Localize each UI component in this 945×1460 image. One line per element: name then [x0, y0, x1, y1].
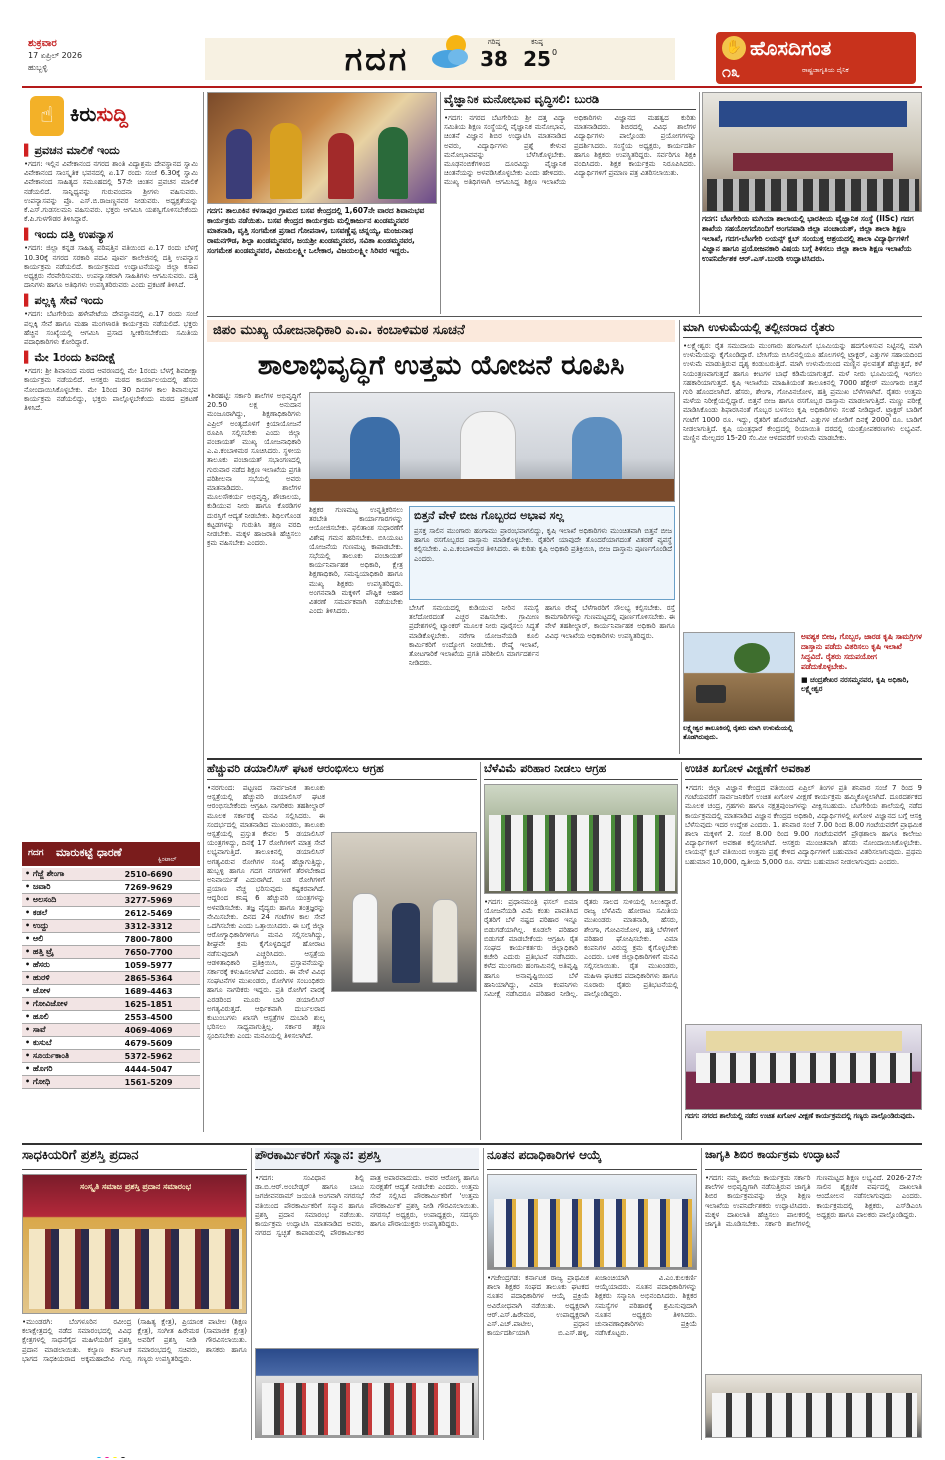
market-row [22, 1024, 200, 1037]
market-price: 7650-7700 [122, 946, 200, 959]
masthead [0, 0, 945, 90]
market-row [22, 998, 200, 1011]
column-divider [203, 92, 204, 1132]
brief-title: ▌ ಮೇ 1ರಂದು ಶಿವದೀಕ್ಷೆ [24, 351, 198, 365]
story-body-a: •ನರಗುಂದ: ಪಟ್ಟಣದ ಸಾರ್ವಜನಿಕ ತಾಲೂಕು ಆಸ್ಪತ್ರೆಯಲ್ಲಿ ಹೆಚ್ಚುವರಿ ಡಯಾಲಿಸಿಸ್ ಘಟಕ ಆರಂಭಿಸಬೇಕೆಂದು ಆಗ್ರಹಿಸಿ ನಾಗರಿಕರು ತಹಶೀಲ್ದಾರ್ ಮೂಲಕ ಸರ್ಕಾರಕ್ಕೆ ಮನವಿ ಸಲ್ಲಿಸಿದರು. ಈ ಸಂದರ್ಭದಲ್ಲಿ ಮಾತನಾಡಿದ ಮುಖಂಡರು, ತಾಲೂಕು ಆಸ್ಪತ್ರೆಯಲ್ಲಿ ಪ್ರಸ್ತುತ ಕೇವಲ 5 ಡಯಾಲಿಸಿಸ್ ಯಂತ್ರಗಳಿದ್ದು, ದಿನಕ್ಕೆ 17 ರೋಗಿಗಳಿಗೆ ಮಾತ್ರ ಸೇವೆ ಲಭ್ಯವಾಗುತ್ತಿದೆ. ತಾಲೂಕಿನಲ್ಲಿ ಡಯಾಲಿಸಿಸ್ ಅಗತ್ಯವಿರುವ ರೋಗಿಗಳ ಸಂಖ್ಯೆ ಹೆಚ್ಚಾಗುತ್ತಿದ್ದು, ಹುಬ್ಬಳ್ಳಿ ಹಾಗೂ ಗದಗ ನಗರಗಳಿಗೆ ತೆರಳಬೇಕಾದ ಅನಿವಾರ್ಯತೆ ಎದುರಾಗಿದೆ. ಬಡ ರೋಗಿಗಳಿಗೆ ಪ್ರಯಾಣ ವೆಚ್ಚ ಭರಿಸುವುದು ಕಷ್ಟಕರವಾಗಿದೆ. ಆದ್ದರಿಂದ ಕನಿಷ್ಠ 6 ಹೆಚ್ಚುವರಿ ಯಂತ್ರಗಳನ್ನು ಅಳವಡಿಸಬೇಕು. ತಜ್ಞ ವೈದ್ಯರು ಹಾಗೂ ತಂತ್ರಜ್ಞರನ್ನು ನೇಮಿಸಬೇಕು. ದಿನದ 24 ಗಂಟೆಗಳ ಕಾಲ ಸೇವೆ ಒದಗಿಸಬೇಕು ಎಂದು ಒತ್ತಾಯಿಸಿದರು. ಈ ಬಗ್ಗೆ ಜಿಲ್ಲಾ ಆರೋಗ್ಯಾಧಿಕಾರಿಗಳಿಗೂ ಮನವಿ ಸಲ್ಲಿಸಲಾಗಿದ್ದು, ಶೀಘ್ರವೇ ಕ್ರಮ ಕೈಗೊಳ್ಳದಿದ್ದರೆ ಹೋರಾಟ ನಡೆಸುವುದಾಗಿ ಎಚ್ಚರಿಸಿದರು. ಆಸ್ಪತ್ರೆಯ ಆಡಳಿತಾಧಿಕಾರಿ ಪ್ರತಿಕ್ರಿಯಿಸಿ, ಪ್ರಸ್ತಾವನೆಯನ್ನು ಸರ್ಕಾರಕ್ಕೆ ಕಳುಹಿಸಲಾಗಿದೆ ಎಂದರು. ಈ ವೇಳೆ ವಿವಿಧ ಸಂಘಟನೆಗಳ ಮುಖಂಡರು, ರೋಗಿಗಳ ಸಂಬಂಧಿಕರು ಹಾಗೂ ನಾಗರಿಕರು ಇದ್ದರು. ಪ್ರತಿ ರೋಗಿಗೆ ವಾರಕ್ಕೆ ಎರಡರಿಂದ ಮೂರು ಬಾರಿ ಡಯಾಲಿಸಿಸ್ ಅಗತ್ಯವಿರುತ್ತದೆ. ಆರ್ಥಿಕವಾಗಿ ದುರ್ಬಲರಾದ ಕುಟುಂಬಗಳು ಖಾಸಗಿ ಆಸ್ಪತ್ರೆಗಳ ದುಬಾರಿ ಶುಲ್ಕ ಭರಿಸಲು ಸಾಧ್ಯವಾಗುತ್ತಿಲ್ಲ. ಸರ್ಕಾರ ತಕ್ಷಣ ಸ್ಪಂದಿಸಬೇಕು ಎಂದು ಮನವಿಯಲ್ಲಿ ತಿಳಿಸಲಾಗಿದೆ. [207, 784, 325, 1041]
photo-table [733, 153, 893, 171]
photo-tractor [696, 685, 726, 703]
photo-figure [328, 133, 354, 199]
right-story [683, 320, 922, 754]
award-photo [22, 1174, 247, 1314]
photo-banner-text: ಸಂಸ್ಕೃತಿ ಸಮಾಜ ಪ್ರಶಸ್ತಿ ಪ್ರದಾನ ಸಮಾರಂಭ [79, 1182, 192, 1191]
market-commodity: • ಗೋಧಿ [22, 1076, 122, 1089]
market-unit: ಕ್ವಿಂಟಾಲ್ [158, 856, 177, 863]
lead-body-col2: ಶಿಕ್ಷಕರ ಗುಣಮಟ್ಟ ಉನ್ನತ್ತಿಕರಿಸಲು ತರಬೇತಿ ಕಾರ್ಯಾಗಾರಗಳನ್ನು ಆಯೋಜಿಸಬೇಕು. ಫಲಿತಾಂಶ ಸುಧಾರಣೆಗೆ ವಿಶೇಷ ಗಮನ ಹರಿಸಬೇಕು. ಬಿಸಿಯೂಟ ಯೋಜನೆಯ ಗುಣಮಟ್ಟ ಕಾಪಾಡಬೇಕು. ಸಭೆಯಲ್ಲಿ ತಾಲೂಕು ಪಂಚಾಯತ್ ಕಾರ್ಯನಿರ್ವಾಹಕ ಅಧಿಕಾರಿ, ಕ್ಷೇತ್ರ ಶಿಕ್ಷಣಾಧಿಕಾರಿ, ಸಮನ್ವಯಾಧಿಕಾರಿ ಹಾಗೂ ಮುಖ್ಯ ಶಿಕ್ಷಕರು ಉಪಸ್ಥಿತರಿದ್ದರು. ಅಂಗನವಾಡಿ ಮಕ್ಕಳಿಗೆ ಪೌಷ್ಟಿಕ ಆಹಾರ ವಿತರಣೆ ಸಮರ್ಪಕವಾಗಿ ನಡೆಯಬೇಕು ಎಂದು ತಿಳಿಸಿದರು. [309, 506, 403, 616]
photo-people [29, 1229, 242, 1309]
brief-item [24, 228, 198, 290]
bottom-story-4 [705, 1148, 922, 1440]
lead-body-col3: ಬೇಸಿಗೆ ಸಮಯದಲ್ಲಿ ಕುಡಿಯುವ ನೀರಿನ ಸಮಸ್ಯೆ ತಲೆದೋರದಂತೆ ಎಚ್ಚರ ವಹಿಸಬೇಕು. ಗ್ರಾಮೀಣ ಪ್ರದೇಶಗಳಲ್ಲಿ ಟ್ಯಾಂಕರ್ ಮೂಲಕ ನೀರು ಪೂರೈಸಲು ಸಿದ್ಧತೆ ಮಾಡಿಕೊಳ್ಳಬೇಕು. ನರೇಗಾ ಯೋಜನೆಯಡಿ ಕೂಲಿ ಕಾರ್ಮಿಕರಿಗೆ ಉದ್ಯೋಗ ನೀಡಬೇಕು. ರೇಷ್ಮೆ ಇಲಾಖೆ, ತೋಟಗಾರಿಕೆ ಇಲಾಖೆಯ ಪ್ರಗತಿ ಪರಿಶೀಲಿಸಿ ಮಾರ್ಗದರ್ಶನ ನೀಡಿದರು. [409, 604, 539, 668]
photo-figure [226, 129, 252, 199]
paper-name: ಹೊಸದಿಗಂತ [750, 36, 832, 60]
lead-body-col1: •ಶಿರಹಟ್ಟಿ: ಸರ್ಕಾರಿ ಶಾಲೆಗಳ ಅಭಿವೃದ್ಧಿಗೆ 20.50 ಲಕ್ಷ ಅನುದಾನ ಮಂಜೂರಾಗಿದ್ದು, ಶಿಕ್ಷಣಾಧಿಕಾರಿಗಳು ಎಪ್ರಿಲ್ ಅಂತ್ಯದೊಳಗೆ ಕ್ರಿಯಾಯೋಜನೆ ರೂಪಿಸಿ ಸಲ್ಲಿಸಬೇಕು ಎಂದು ಜಿಲ್ಲಾ ಪಂಚಾಯತ್ ಮುಖ್ಯ ಯೋಜನಾಧಿಕಾರಿ ಎ.ಎ.ಕಂಬಾಳಿಮಠ ಸೂಚಿಸಿದರು. ಸ್ಥಳೀಯ ತಾಲೂಕು ಪಂಚಾಯತ್ ಸಭಾಂಗಣದಲ್ಲಿ ಗುರುವಾರ ನಡೆದ ಶಿಕ್ಷಣ ಇಲಾಖೆಯ ಪ್ರಗತಿ ಪರಿಶೀಲನಾ ಸಭೆಯಲ್ಲಿ ಅವರು ಮಾತನಾಡಿದರು. ಶಾಲೆಗಳ ಮೂಲಸೌಕರ್ಯ ಅಭಿವೃದ್ಧಿ, ಶೌಚಾಲಯ, ಕುಡಿಯುವ ನೀರು ಹಾಗೂ ಕೊಠಡಿಗಳ ದುರಸ್ತಿಗೆ ಆದ್ಯತೆ ನೀಡಬೇಕು. ಶಿಥಿಲಗೊಂಡ ಕಟ್ಟಡಗಳನ್ನು ಗುರುತಿಸಿ ತಕ್ಷಣ ವರದಿ ನೀಡಬೇಕು. ಮಕ್ಕಳ ಹಾಜರಾತಿ ಹೆಚ್ಚಿಸಲು ಕ್ರಮ ವಹಿಸಬೇಕು ಎಂದರು. [207, 392, 301, 548]
story-headline: ವೈಜ್ಞಾನಿಕ ಮನೋಭಾವ ವೃದ್ಧಿಸಲಿ: ಬುರಡಿ [444, 92, 696, 110]
story-body: •ಲಕ್ಷ್ಮೇಶ್ವರ: ರೈತ ಸಮುದಾಯ ಮುಂಗಾರು ಹಂಗಾಮಿಗೆ ಭೂಮಿಯನ್ನು ಹದಗೊಳಿಸುವ ನಿಟ್ಟಿನಲ್ಲಿ ಮಾಗಿ ಉಳುಮೆಯನ್ನು ಕೈಗೊಂಡಿದ್ದಾರೆ. ಬೇಸಿಗೆಯ ಬಿಸಿಲಿನಲ್ಲಿಯೂ ಹೊಲಗಳಲ್ಲಿ ಟ್ರ್ಯಾಕ್ಟರ್, ಎತ್ತುಗಳ ಸಹಾಯದಿಂದ ಉಳುಮೆ ಮಾಡುತ್ತಿರುವ ದೃಶ್ಯ ಕಂಡುಬರುತ್ತಿದೆ. ಮಾಗಿ ಉಳುಮೆಯಿಂದ ಮಣ್ಣಿನ ಫಲವತ್ತತೆ ಹೆಚ್ಚುತ್ತದೆ, ಕಳೆ ನಿಯಂತ್ರಣವಾಗುತ್ತದೆ ಹಾಗೂ ಕೀಟಗಳ ಬಾಧೆ ಕಡಿಮೆಯಾಗುತ್ತದೆ. ಮಳೆ ನೀರು ಭೂಮಿಯಲ್ಲಿ ಇಂಗಲು ಸಹಕಾರಿಯಾಗುತ್ತದೆ. ಕೃಷಿ ಇಲಾಖೆಯ ಮಾಹಿತಿಯಂತೆ ತಾಲೂಕಿನಲ್ಲಿ 7000 ಹೆಕ್ಟೇರ್ ಮುಂಗಾರು ಬಿತ್ತನೆ ಗುರಿ ಹೊಂದಲಾಗಿದೆ. ಹೆಸರು, ಶೇಂಗಾ, ಗೋವಿನಜೋಳ, ಹತ್ತಿ ಪ್ರಮುಖ ಬೆಳೆಗಳಾಗಿವೆ. ರೈತರು ಉತ್ತಮ ಮಳೆಯ ನಿರೀಕ್ಷೆಯಲ್ಲಿದ್ದಾರೆ. ಬಿತ್ತನೆ ಬೀಜ ಹಾಗೂ ರಸಗೊಬ್ಬರ ದಾಸ್ತಾನು ಮಾಡಲಾಗುತ್ತಿದೆ. ಮಣ್ಣು ಪರೀಕ್ಷೆ ಮಾಡಿಸಿಕೊಂಡು ಶಿಫಾರಸಿನಂತೆ ಗೊಬ್ಬರ ಬಳಸಲು ಕೃಷಿ ಅಧಿಕಾರಿಗಳು ಸಲಹೆ ನೀಡಿದ್ದಾರೆ. ಟ್ರ್ಯಾಕ್ಟರ್ ಬಾಡಿಗೆ ಗಂಟೆಗೆ 1000 ರೂ. ಇದ್ದು, ರೈತರಿಗೆ ಹೊರೆಯಾಗಿದೆ. ಎತ್ತುಗಳ ಜೋಡಿಗೆ ದಿನಕ್ಕೆ 2000 ರೂ. ಬಾಡಿಗೆ ನೀಡಲಾಗುತ್ತಿದೆ. ಕೃಷಿ ಯಂತ್ರಧಾರೆ ಕೇಂದ್ರದಲ್ಲಿ ರಿಯಾಯಿತಿ ದರದಲ್ಲಿ ಯಂತ್ರೋಪಕರಣಗಳು ಲಭ್ಯವಿವೆ. ಮಣ್ಣಿನ ಮೇಲ್ಪದರ 15-20 ಸೆಂ.ಮೀ ಆಳದವರೆಗೆ ಉಳುಮೆ ಮಾಡಬೇಕು. [683, 342, 922, 443]
photo-person [392, 903, 420, 983]
market-row [22, 920, 200, 933]
top-story-1 [207, 92, 437, 314]
market-price: 1561-5209 [122, 1076, 200, 1089]
story-body: •ಗದಗ: ಪ್ರಧಾನಮಂತ್ರಿ ಫಸಲ್ ಬಿಮಾ ಯೋಜನೆಯಡಿ ವಿಮೆ ಕಂತು ಪಾವತಿಸಿದ ರೈತರಿಗೆ ಬೆಳೆ ನಷ್ಟದ ಪರಿಹಾರ ಇನ್ನೂ ಬಿಡುಗಡೆಯಾಗಿಲ್ಲ. ಕೂಡಲೇ ಪರಿಹಾರ ಬಿಡುಗಡೆ ಮಾಡಬೇಕೆಂದು ಆಗ್ರಹಿಸಿ ರೈತ ಸಂಘದ ಕಾರ್ಯಕರ್ತರು ಜಿಲ್ಲಾಧಿಕಾರಿ ಕಚೇರಿ ಎದುರು ಪ್ರತಿಭಟನೆ ನಡೆಸಿದರು. ಕಳೆದ ಮುಂಗಾರು ಹಂಗಾಮಿನಲ್ಲಿ ಅತಿವೃಷ್ಟಿ ಹಾಗೂ ಅನಾವೃಷ್ಟಿಯಿಂದ ಬೆಳೆ ಹಾನಿಯಾಗಿದ್ದು, ವಿಮಾ ಕಂಪನಿಗಳು ಸಮೀಕ್ಷೆ ನಡೆಸಿದರೂ ಪರಿಹಾರ ನೀಡಿಲ್ಲ. ರೈತರು ಸಾಲದ ಸುಳಿಯಲ್ಲಿ ಸಿಲುಕಿದ್ದಾರೆ. ರಾಜ್ಯ ಬೆಳೆವಿಮೆ ಹೋರಾಟ ಸಮಿತಿಯ ಮುಖಂಡರು ಮಾತನಾಡಿ, ಹೆಸರು, ಶೇಂಗಾ, ಗೋವಿನಜೋಳ, ಹತ್ತಿ ಬೆಳೆಗಳಿಗೆ ಪರಿಹಾರ ಘೋಷಿಸಬೇಕು. ವಿಮಾ ಕಂಪನಿಗಳ ವಿರುದ್ಧ ಕ್ರಮ ಕೈಗೊಳ್ಳಬೇಕು ಎಂದರು. ಬಳಿಕ ಜಿಲ್ಲಾಧಿಕಾರಿಗಳಿಗೆ ಮನವಿ ಸಲ್ಲಿಸಲಾಯಿತು. ರೈತ ಮುಖಂಡರು, ಮಹಿಳಾ ಘಟಕದ ಪದಾಧಿಕಾರಿಗಳು ಹಾಗೂ ನೂರಾರು ರೈತರು ಪ್ರತಿಭಟನೆಯಲ್ಲಿ ಪಾಲ್ಗೊಂಡಿದ್ದರು. [484, 898, 678, 999]
meeting-photo [309, 392, 675, 502]
photo-people [262, 1383, 474, 1435]
top-story-2 [444, 92, 696, 314]
section-title: ಗದಗ [344, 40, 410, 78]
market-commodity: • ಅಲಸಂದಿ [22, 894, 122, 907]
photo-desk [310, 479, 675, 502]
brief-title: ▌ ಪ್ರವಚನ ಮಾಲಿಕೆ ಇಂದು [24, 144, 198, 158]
paper-tagline: ರಾಷ್ಟ್ರಜಾಗೃತಿಯ ದೈನಿಕ [802, 66, 849, 74]
market-price: 7269-9629 [122, 881, 200, 894]
max-temp: 38 [480, 47, 508, 71]
mid-story-3 [685, 762, 922, 1140]
story-body: •ಗದಗ: ಜಿಲ್ಲಾ ವಿಜ್ಞಾನ ಕೇಂದ್ರದ ವತಿಯಿಂದ ಏಪ್ರಿಲ್ ತಿಂಗಳ ಪ್ರತಿ ಶನಿವಾರ ಸಂಜೆ 7 ರಿಂದ 9 ಗಂಟೆಯವರೆಗೆ ಸಾರ್ವಜನಿಕರಿಗೆ ಉಚಿತ ಖಗೋಳ ವೀಕ್ಷಣೆ ಕಾರ್ಯಕ್ರಮ ಹಮ್ಮಿಕೊಳ್ಳಲಾಗಿದೆ. ದೂರದರ್ಶಕದ ಮೂಲಕ ಚಂದ್ರ, ಗ್ರಹಗಳು ಹಾಗೂ ನಕ್ಷತ್ರಪುಂಜಗಳನ್ನು ವೀಕ್ಷಿಸಬಹುದು. ಬೆಟಗೇರಿಯ ಶಾಲೆಯಲ್ಲಿ ನಡೆದ ಕಾರ್ಯಕ್ರಮದಲ್ಲಿ ಮಾತನಾಡಿದ ವಿಜ್ಞಾನ ಕೇಂದ್ರದ ಅಧಿಕಾರಿ, ವಿದ್ಯಾರ್ಥಿಗಳಲ್ಲಿ ಖಗೋಳ ವಿಜ್ಞಾನದ ಬಗ್ಗೆ ಆಸಕ್ತಿ ಬೆಳೆಸುವುದು ಇದರ ಉದ್ದೇಶ ಎಂದರು. 1. ಶನಿವಾರ ಸಂಜೆ 7.00 ರಿಂದ 8.00 ಗಂಟೆಯವರೆಗೆ ಪ್ರಾಥಮಿಕ ಶಾಲಾ ಮಕ್ಕಳಿಗೆ 2. ಸಂಜೆ 8.00 ರಿಂದ 9.00 ಗಂಟೆಯವರೆಗೆ ಪ್ರೌಢಶಾಲಾ ಹಾಗೂ ಕಾಲೇಜು ವಿದ್ಯಾರ್ಥಿಗಳಿಗೆ ಅವಕಾಶ ಕಲ್ಪಿಸಲಾಗಿದೆ. ಆಸಕ್ತರು ಮುಂಚಿತವಾಗಿ ಹೆಸರು ನೋಂದಾಯಿಸಿಕೊಳ್ಳಬೇಕು. ಲಾಯನ್ಸ್ ಕ್ಲಬ್ ವತಿಯಿಂದ ಉತ್ತಮ ಪ್ರಶ್ನೆ ಕೇಳಿದ ವಿದ್ಯಾರ್ಥಿಗಳಿಗೆ ಬಹುಮಾನ ವಿತರಿಸಲಾಗುವುದು. ಪ್ರಥಮ ಬಹುಮಾನ 10,000, ದ್ವಿತೀಯ 5,000 ರೂ. ನಗದು ಬಹುಮಾನ ನೀಡಲಾಗುವುದು ಎಂದರು. [685, 784, 922, 866]
photo-tree [734, 643, 770, 673]
column-divider [701, 1148, 702, 1440]
kirusuddi-label-b: ಸುದ್ದಿ [96, 102, 129, 126]
market-price: 4069-4069 [122, 1024, 200, 1037]
market-commodity: • ಹೊಗರಿ [22, 1063, 122, 1076]
market-price: 1625-1851 [122, 998, 200, 1011]
market-price: 1689-4463 [122, 985, 200, 998]
min-temp-block [520, 38, 554, 80]
market-title: ಮಾರುಕಟ್ಟೆ ಧಾರಣೆ [56, 846, 122, 859]
story-body: •ಗದಗ: ನಮ್ಮ ಶಾಲೆಯ ಕಾರ್ಯಕ್ರಮ ಸರ್ಕಾರಿ ಶಾಲೆಗಳ ಅಭಿವೃದ್ಧಿಗಾಗಿ ನಡೆಸುತ್ತಿರುವ ಜಾಗೃತಿ ಶಿಬಿರ ಕಾರ್ಯಕ್ರಮವನ್ನು ಜಿಲ್ಲಾ ಶಿಕ್ಷಣ ಇಲಾಖೆಯ ಉಪನಿರ್ದೇಶಕರು ಉದ್ಘಾಟಿಸಿದರು. ಮಕ್ಕಳ ದಾಖಲಾತಿ ಹೆಚ್ಚಿಸಲು ಪಾಲಕರಲ್ಲಿ ಜಾಗೃತಿ ಮೂಡಿಸಬೇಕು. ಸರ್ಕಾರಿ ಶಾಲೆಗಳಲ್ಲಿ ಗುಣಮಟ್ಟದ ಶಿಕ್ಷಣ ಲಭ್ಯವಿದೆ. 2026-27ನೇ ಸಾಲಿನ ಶೈಕ್ಷಣಿಕ ವರ್ಷದಲ್ಲಿ ದಾಖಲಾತಿ ಆಂದೋಲನ ನಡೆಸಲಾಗುವುದು ಎಂದರು. ಕಾರ್ಯಕ್ರಮದಲ್ಲಿ ಶಿಕ್ಷಕರು, ಎಸ್‌ಡಿಎಂಸಿ ಅಧ್ಯಕ್ಷರು ಹಾಗೂ ಪಾಲಕರು ಪಾಲ್ಗೊಂಡಿದ್ದರು. [705, 1174, 922, 1229]
market-commodity: • ಕುಸುಬೆ [22, 1037, 122, 1050]
photo-people [494, 1199, 692, 1267]
protest-photo [484, 784, 678, 894]
market-row [22, 868, 200, 881]
market-price: 2553-4500 [122, 1011, 200, 1024]
photo-figure [378, 127, 408, 199]
brief-item [24, 351, 198, 413]
bottom-story-2 [255, 1148, 479, 1440]
row-divider [207, 316, 922, 317]
event-photo [207, 92, 437, 204]
market-row [22, 894, 200, 907]
max-temp-block [478, 38, 510, 80]
paper-logo [716, 32, 916, 84]
market-table-wrap [22, 868, 200, 1130]
market-row [22, 933, 200, 946]
lead-kicker: ಜಿಪಂ ಮುಖ್ಯ ಯೋಜನಾಧಿಕಾರಿ ಎ.ಎ. ಕಂಬಾಳಿಮಠ ಸೂಚನೆ [207, 320, 675, 342]
photo-person [572, 417, 622, 487]
photo-audience [707, 179, 919, 211]
market-commodity: • ಆಲಿ [22, 933, 122, 946]
market-commodity: • ಸಾವೆ [22, 1024, 122, 1037]
brief-text: •ಗದಗ: ಇಲ್ಲಿನ ವಿವೇಕಾನಂದ ನಗರದ ಶಾಂತಿ ವಿದ್ಯಾಶ್ರಮ ದೇವಸ್ಥಾನದ ಸ್ವಾಮಿ ವಿವೇಕಾನಂದ ಸಾಂಸ್ಕೃತಿಕ ಭವನದಲ್ಲಿ ಏ.17 ರಂದು ಸಂಜೆ 6.30ಕ್ಕೆ ಸ್ವಾಮಿ ವಿವೇಕಾನಂದ ಸಾಹಿತ್ಯದ ಸಮೂಹದಲ್ಲಿ 57ನೇ ಚಿಂತನ ಪ್ರವಚನ ಮಾಲಿಕೆ ನಡೆಯಲಿದೆ. ಸಾನ್ನಿಧ್ಯವನ್ನು ಗುರುವಂದನಾ ಶ್ರೀಗಳು ವಹಿಸುವರು. ಉಪನ್ಯಾಸವನ್ನು ಪ್ರೊ. ಎಸ್.ಬಿ.ರಾಜಣ್ಣನವರ ನೀಡುವರು. ಅಧ್ಯಕ್ಷತೆಯನ್ನು ಕೆ.ಎಸ್.ಗುಡಸಲಮನಿ ವಹಿಸುವರು. ಭಕ್ತರು ಆಗಮಿಸಿ ಯಶಸ್ವಿಗೊಳಿಸಬೇಕೆಂದು ಕೆ.ಪಿ.ಗುಳಗೌಡರ ತಿಳಿಸಿದ್ದಾರೆ. [24, 160, 198, 224]
market-price: 4444-5047 [122, 1063, 200, 1076]
kirusuddi-label [70, 102, 190, 132]
masthead-city: ಹುಬ್ಬಳ್ಳಿ [28, 63, 48, 72]
degree-sign: 0 [552, 48, 558, 57]
market-row [22, 946, 200, 959]
farm-photo [683, 632, 795, 722]
photo-caption: ಗದಗ: ಬೆಟಗೇರಿಯ ಮಗಿಯಾ ಶಾಲಾಯಲ್ಲಿ ಭಾರತೀಯ ವೈಜ್ಞಾನಿಕ ಸಂಸ್ಥೆ (IISc) ಗದಗ ಶಾಖೆಯ ಸಹಯೋಗದೊಂದಿಗೆ ಅಂಗನವಾಡಿ ಜಿಲ್ಲಾ ಪಂಚಾಯತ್, ಜಿಲ್ಲಾ ಶಾಲಾ ಶಿಕ್ಷಣ ಇಲಾಖೆ, ಗದಗ-ಬೆಟಗೇರಿ ಲಯನ್ಸ್ ಕ್ಲಬ್ ಸಂಯುಕ್ತ ಆಶ್ರಯದಲ್ಲಿ ಶಾಲಾ ವಿದ್ಯಾರ್ಥಿಗಳಿಗೆ ವಿಜ್ಞಾನ ಹಾಗೂ ಪ್ರಯೋಜನಕಾರಿ ವಿಷಯ ಬಗ್ಗೆ ತಿಳಿಸಲು ಜಿಲ್ಲಾ ಶಾಲಾ ಶಿಕ್ಷಣ ಇಲಾಖೆಯ ಉಪನಿರ್ದೇಶಕ ಆರ್.ಎಸ್.ಬುರಡಿ ಉದ್ಘಾಟಿಸಿದರು. [702, 214, 914, 263]
lead-body-col4: ಹಾಗೂ ರೇಷ್ಮೆ ಬೆಳೆಗಾರರಿಗೆ ಸೌಲಭ್ಯ ಕಲ್ಪಿಸಬೇಕು. ರಸ್ತೆ ಕಾಮಗಾರಿಗಳನ್ನು ಗುಣಮಟ್ಟದಲ್ಲಿ ಪೂರ್ಣಗೊಳಿಸಬೇಕು. ಈ ವೇಳೆ ತಹಶೀಲ್ದಾರ್, ಕಾರ್ಯನಿರ್ವಾಹಕ ಅಧಿಕಾರಿ ಹಾಗೂ ವಿವಿಧ ಇಲಾಖೆಯ ಅಧಿಕಾರಿಗಳು ಉಪಸ್ಥಿತರಿದ್ದರು. [545, 604, 675, 640]
market-commodity: • ಜವಾರಿ [22, 881, 122, 894]
market-row [22, 1011, 200, 1024]
brief-text: •ಗದಗ: ಶ್ರೀ ಶಿವಾನಂದ ಮಠದ ಆವರಣದಲ್ಲಿ ಮೇ 1ರಂದು ಬೆಳಗ್ಗೆ ಶಿವದೀಕ್ಷಾ ಕಾರ್ಯಕ್ರಮ ನಡೆಯಲಿದೆ. ಆಸಕ್ತರು ಮಠದ ಕಾರ್ಯಾಲಯದಲ್ಲಿ ಹೆಸರು ನೋಂದಾಯಿಸಿಕೊಳ್ಳಬೇಕು. ಮೇ 1ರಿಂದ 30 ದಿನಗಳ ಕಾಲ ಶಿವಾನುಭವ ಕಾರ್ಯಕ್ರಮ ನಡೆಯಲಿದ್ದು, ಭಕ್ತರು ಪಾಲ್ಗೊಳ್ಳಬೇಕೆಂದು ಮಠದ ಪ್ರಕಟಣೆ ತಿಳಿಸಿದೆ. [24, 367, 198, 413]
market-row [22, 881, 200, 894]
market-price: 2612-5469 [122, 907, 200, 920]
inset-body: ಪ್ರಸಕ್ತ ಸಾಲಿನ ಮುಂಗಾರು ಹಂಗಾಮು ಪ್ರಾರಂಭವಾಗಲಿದ್ದು, ಕೃಷಿ ಇಲಾಖೆ ಅಧಿಕಾರಿಗಳು ಮುಂಚಿತವಾಗಿ ಬಿತ್ತನೆ ಬೀಜ ಹಾಗೂ ರಸಗೊಬ್ಬರದ ದಾಸ್ತಾನು ಮಾಡಿಕೊಳ್ಳಬೇಕು. ರೈತರಿಗೆ ಯಾವುದೇ ತೊಂದರೆಯಾಗದಂತೆ ವಿತರಣೆ ವ್ಯವಸ್ಥೆ ಕಲ್ಪಿಸಬೇಕು. ಎ.ಎ.ಕಂಬಾಳಿಮಠ ತಿಳಿಸಿದರು. ಈ ಕುರಿತು ಕೃಷಿ ಅಧಿಕಾರಿ ಪ್ರತಿಕ್ರಿಯಿಸಿ, ಬೀಜ ದಾಸ್ತಾನು ಪೂರ್ಣಗೊಂಡಿದೆ ಎಂದರು. [414, 527, 672, 563]
photo-people [696, 1053, 912, 1083]
story-headline: ಹೆಚ್ಚುವರಿ ಡಯಾಲಿಸಿಸ್ ಘಟಕ ಆರಂಭಿಸಲು ಆಗ್ರಹ [207, 762, 477, 780]
market-commodity: • ಗೋವಿಜೋಳ [22, 998, 122, 1011]
story-body: •ಗದಗ: ನಗರದ ಬೆಟಗೇರಿಯ ಶ್ರೀ ದತ್ತ ವಿದ್ಯಾ ಸಮಿತಿಯ ಶಿಕ್ಷಣ ಸಂಸ್ಥೆಯಲ್ಲಿ ವೈಜ್ಞಾನಿಕ ಮನೋಭಾವ, ಚಿಂತನೆ ವಿಜ್ಞಾನ ಶಿಬಿರ ಉದ್ಘಾಟಿಸಿ ಮಾತನಾಡಿದ ಅವರು, ವಿದ್ಯಾರ್ಥಿಗಳು ಪ್ರಶ್ನೆ ಕೇಳುವ ಮನೋಭಾವವನ್ನು ಬೆಳೆಸಿಕೊಳ್ಳಬೇಕು. ಮೂಢನಂಬಿಕೆಗಳಿಂದ ದೂರವಿದ್ದು ವೈಜ್ಞಾನಿಕ ಚಿಂತನೆಯನ್ನು ಅಳವಡಿಸಿಕೊಳ್ಳಬೇಕು ಎಂದು ಹೇಳಿದರು. ಮುಖ್ಯ ಅತಿಥಿಗಳಾಗಿ ಆಗಮಿಸಿದ್ದ ಶಿಕ್ಷಣ ಇಲಾಖೆಯ ಅಧಿಕಾರಿಗಳು ವಿಜ್ಞಾನದ ಮಹತ್ವದ ಕುರಿತು ಮಾತನಾಡಿದರು. ಶಿಬಿರದಲ್ಲಿ ವಿವಿಧ ಶಾಲೆಗಳ ವಿದ್ಯಾರ್ಥಿಗಳು ಪಾಲ್ಗೊಂಡು ಪ್ರಯೋಗಗಳನ್ನು ಪ್ರದರ್ಶಿಸಿದರು. ಸಂಸ್ಥೆಯ ಅಧ್ಯಕ್ಷರು, ಕಾರ್ಯದರ್ಶಿ ಹಾಗೂ ಶಿಕ್ಷಕರು ಉಪಸ್ಥಿತರಿದ್ದರು. ಸರ್ವರಿಗೂ ಶಿಕ್ಷಕಿ ವಂದಿಸಿದರು. ಶಿಕ್ಷಕ ಕಾರ್ಯಕ್ರಮ ನಿರೂಪಿಸಿದರು. ವಿದ್ಯಾರ್ಥಿಗಳಿಗೆ ಪ್ರಮಾಣ ಪತ್ರ ವಿತರಿಸಲಾಯಿತು. [444, 114, 696, 187]
market-price: 3312-3312 [122, 920, 200, 933]
astronomy-photo [685, 1024, 922, 1110]
hospital-photo [331, 832, 477, 992]
market-row [22, 972, 200, 985]
market-price: 1059-5977 [122, 959, 200, 972]
market-price: 4679-5609 [122, 1037, 200, 1050]
farm-photo-caption: ಲಕ್ಷ್ಮೇಶ್ವರ ತಾಲೂಕಿನಲ್ಲಿ ರೈತರು ಮಾಗಿ ಉಳುಮೆಯಲ್ಲಿ ತೊಡಗಿರುವುದು. [683, 724, 793, 741]
market-commodity: • ಉದ್ದು [22, 920, 122, 933]
story-body: •ಗದಗ: ಸಂವಿಧಾನ ಶಿಲ್ಪಿ ಡಾ.ಬಿ.ಆರ್.ಅಂಬೇಡ್ಕರ್ ಹಾಗೂ ಬಾಬು ಜಗಜೀವನರಾಮ್ ಜಯಂತಿ ಅಂಗವಾಗಿ ನಗರಸಭೆ ವತಿಯಿಂದ ಪೌರಕಾರ್ಮಿಕರಿಗೆ ಸನ್ಮಾನ ಹಾಗೂ ಪ್ರಶಸ್ತಿ ಪ್ರದಾನ ಸಮಾರಂಭ ನಡೆಯಿತು. ಕಾರ್ಯಕ್ರಮ ಉದ್ಘಾಟಿಸಿ ಮಾತನಾಡಿದ ಅವರು, ನಗರದ ಸ್ವಚ್ಛತೆ ಕಾಪಾಡುವಲ್ಲಿ ಪೌರಕಾರ್ಮಿಕರ ಪಾತ್ರ ಅಪಾರವಾದುದು. ಅವರ ಆರೋಗ್ಯ ಹಾಗೂ ಸುರಕ್ಷತೆಗೆ ಆದ್ಯತೆ ನೀಡಬೇಕು ಎಂದರು. ಉತ್ತಮ ಸೇವೆ ಸಲ್ಲಿಸಿದ ಪೌರಕಾರ್ಮಿಕರಿಗೆ 'ಉತ್ತಮ ಪೌರಕಾರ್ಮಿಕ' ಪ್ರಶಸ್ತಿ ನೀಡಿ ಗೌರವಿಸಲಾಯಿತು. ನಗರಸಭೆ ಅಧ್ಯಕ್ಷರು, ಉಪಾಧ್ಯಕ್ಷರು, ಸದಸ್ಯರು ಹಾಗೂ ಪೌರಾಯುಕ್ತರು ಉಪಸ್ಥಿತರಿದ್ದರು. [255, 1174, 479, 1238]
market-row [22, 1063, 200, 1076]
market-row [22, 907, 200, 920]
bottom-story-1 [22, 1148, 247, 1440]
market-row [22, 1050, 200, 1063]
market-price: 7800-7800 [122, 933, 200, 946]
story-headline: ಉಚಿತ ಖಗೋಳ ವೀಕ್ಷಣೆಗೆ ಅವಕಾಶ [685, 762, 922, 780]
masthead-date-block [28, 38, 148, 86]
market-price: 2510-6690 [122, 868, 200, 881]
bottom-story-3 [487, 1148, 697, 1440]
market-city: ಗದಗ [28, 848, 44, 858]
masthead-date: 17 ಏಪ್ರಿಲ್ 2026 [28, 51, 83, 60]
photo-person [460, 411, 516, 487]
market-commodity: • ಹತ್ತಿ ಟ್ರೈ [22, 946, 122, 959]
column-divider [681, 762, 682, 1140]
kirusuddi-header [22, 92, 200, 142]
photo-caption: ಗದಗ: ನಗರದ ಶಾಲೆಯಲ್ಲಿ ನಡೆದ ಉಚಿತ ಖಗೋಳ ವೀಕ್ಷಣೆ ಕಾರ್ಯಕ್ರಮದಲ್ಲಿ ಗಣ್ಯರು ಪಾಲ್ಗೊಂಡಿರುವುದು. [685, 1112, 915, 1120]
masthead-rule [22, 86, 922, 88]
photo-people [712, 1393, 917, 1437]
market-header [22, 842, 200, 866]
hand-icon: ☝ [30, 96, 64, 136]
column-divider [251, 1148, 252, 1440]
market-row [22, 985, 200, 998]
photo-banner [719, 101, 907, 127]
market-price: 3277-5969 [122, 894, 200, 907]
photo-crowd [489, 815, 675, 891]
brief-title: ▌ ಇಂದು ದತ್ತಿ ಉಪನ್ಯಾಸ [24, 228, 198, 242]
story-headline: ಜಾಗೃತಿ ಶಿಬಿರ ಕಾರ್ಯಕ್ರಮ ಉದ್ಘಾಟನೆ [705, 1148, 922, 1170]
quote-box [801, 632, 922, 752]
page-number: ೧೩ [722, 62, 740, 81]
event-photo [702, 92, 922, 212]
brief-item [24, 144, 198, 224]
registration-dots [96, 1448, 856, 1458]
quote-text: ಅವಶ್ಯಕ ಬೀಜ, ಗೊಬ್ಬರ, ಜಾರಡ ಕೃಷಿ ಸಾಮಗ್ರಿಗಳ ದಾಸ್ತಾನು ಪಡೆದು ವಿತರಿಸಲು ಕೃಷಿ ಇಲಾಖೆ ಸಿದ್ಧವಿದೆ. ರೈತರು ಸದುಪಯೋಗ ಪಡೆದುಕೊಳ್ಳಬೇಕು. [801, 632, 922, 671]
market-row [22, 959, 200, 972]
column-divider [480, 762, 481, 1140]
masthead-day: ಶುಕ್ರವಾರ [28, 38, 57, 49]
story-body: •ಗಜೇಂದ್ರಗಡ: ಕರ್ನಾಟಕ ರಾಜ್ಯ ಪ್ರಾಥಮಿಕ ಶಾಲಾ ಶಿಕ್ಷಕರ ಸಂಘದ ತಾಲೂಕು ಘಟಕದ ನೂತನ ಪದಾಧಿಕಾರಿಗಳ ಆಯ್ಕೆ ಪ್ರಕ್ರಿಯೆ ಅವಿರೋಧವಾಗಿ ನಡೆಯಿತು. ಅಧ್ಯಕ್ಷರಾಗಿ ಆರ್.ಎಸ್.ಹಿರೇಮಠ, ಉಪಾಧ್ಯಕ್ಷರಾಗಿ ಎಸ್.ಎಚ್.ಪಾಟೀಲ, ಪ್ರಧಾನ ಕಾರ್ಯದರ್ಶಿಯಾಗಿ ಬಿ.ಎಸ್.ಹಳ್ಳಿ, ಖಜಾಂಚಿಯಾಗಿ ವಿ.ಎಂ.ಕುಲಕರ್ಣಿ ಆಯ್ಕೆಯಾದರು. ನೂತನ ಪದಾಧಿಕಾರಿಗಳನ್ನು ಶಿಕ್ಷಕರು ಸನ್ಮಾನಿಸಿ ಅಭಿನಂದಿಸಿದರು. ಶಿಕ್ಷಕರ ಸಮಸ್ಯೆಗಳ ಪರಿಹಾರಕ್ಕೆ ಶ್ರಮಿಸುವುದಾಗಿ ನೂತನ ಅಧ್ಯಕ್ಷರು ತಿಳಿಸಿದರು. ಚುನಾವಣಾಧಿಕಾರಿಗಳು ಪ್ರಕ್ರಿಯೆ ನಡೆಸಿಕೊಟ್ಟರು. [487, 1274, 697, 1338]
story-headline: ಮಾಗಿ ಉಳುಮೆಯಲ್ಲಿ ತಲ್ಲೀನರಾದ ರೈತರು [683, 320, 922, 338]
market-commodity: • ಕಡಲೆ [22, 907, 122, 920]
row-divider [207, 758, 922, 760]
market-commodity: • ಜೋಳ [22, 985, 122, 998]
min-temp: 25 [523, 47, 551, 71]
market-row [22, 1037, 200, 1050]
market-commodity: • ಸೂರ್ಯಕಾಂತಿ [22, 1050, 122, 1063]
lead-inset-box [409, 506, 675, 600]
camp-photo [705, 1374, 922, 1438]
column-divider [440, 92, 441, 314]
photo-person [350, 417, 400, 487]
market-commodity: • ಗೆಜ್ಜೆ ಶೇಂಗಾ [22, 868, 122, 881]
story-headline: ಸಾಧಕಿಯರಿಗೆ ಪ್ರಶಸ್ತಿ ಪ್ರದಾನ [22, 1148, 247, 1170]
kirusuddi-briefs [24, 140, 198, 836]
market-box [22, 842, 200, 1132]
story-headline: ನೂತನ ಪದಾಧಿಕಾರಿಗಳ ಆಯ್ಕೆ [487, 1148, 697, 1170]
mid-story-2 [484, 762, 678, 1140]
market-row [22, 1076, 200, 1089]
brief-text: •ಗದಗ: ಜಿಲ್ಲಾ ಕನ್ನಡ ಸಾಹಿತ್ಯ ಪರಿಷತ್ತಿನ ವತಿಯಿಂದ ಏ.17 ರಂದು ಬೆಳಗ್ಗೆ 10.30ಕ್ಕೆ ನಗರದ ಸರಕಾರಿ ಪದವಿ ಪೂರ್ವ ಕಾಲೇಜಿನಲ್ಲಿ ದತ್ತಿ ಉಪನ್ಯಾಸ ಕಾರ್ಯಕ್ರಮ ನಡೆಯಲಿದೆ. ಕಾರ್ಯಕ್ರಮದ ಉದ್ಘಾಟನೆಯನ್ನು ಜಿಲ್ಲಾ ಕಸಾಪ ಅಧ್ಯಕ್ಷರು ನೆರವೇರಿಸುವರು. ಉಪನ್ಯಾಸಕರಾಗಿ ಸಾಹಿತಿಗಳು ಆಗಮಿಸುವರು. ದತ್ತಿ ದಾನಿಗಳು ಹಾಗೂ ಅತಿಥಿಗಳು ಉಪಸ್ಥಿತರಿರುವರು ಎಂದು ಪ್ರಕಟಣೆ ತಿಳಿಸಿದೆ. [24, 244, 198, 290]
kirusuddi-label-a: ಕಿರು [70, 102, 97, 126]
market-price: 5372-5962 [122, 1050, 200, 1063]
market-price: 2865-5364 [122, 972, 200, 985]
market-commodity: • ಹುರಳಿ [22, 972, 122, 985]
story-body: •ಮುಂಡರಗಿ: ಬೆಂಗಳೂರಿನ ರವೀಂದ್ರ ಕಲಾಕ್ಷೇತ್ರದಲ್ಲಿ ನಡೆದ ಸಮಾರಂಭದಲ್ಲಿ ವಿವಿಧ ಕ್ಷೇತ್ರಗಳಲ್ಲಿ ಸಾಧನೆಗೈದ ಮಹಿಳೆಯರಿಗೆ ಪ್ರಶಸ್ತಿ ಪ್ರದಾನ ಮಾಡಲಾಯಿತು. ಕಲ್ಯಾಣ ಕರ್ನಾಟಕ ಭಾಗದ ಸಾಧಕಿಯರಾದ ಅಕ್ಕಮಹಾದೇವಿ ಗುಬ್ಬಿ (ಸಾಹಿತ್ಯ ಕ್ಷೇತ್ರ), ಪ್ರಿಯಾಂಕ ಪಾಟೀಲ (ಶಿಕ್ಷಣ ಕ್ಷೇತ್ರ), ಸಂಗೀತ ಹಿರೇಮಠ (ಸಾಮಾಜಿಕ ಕ್ಷೇತ್ರ) ಅವರಿಗೆ ಪ್ರಶಸ್ತಿ ನೀಡಿ ಗೌರವಿಸಲಾಯಿತು. ಸಮಾರಂಭದಲ್ಲಿ ಸಚಿವರು, ಶಾಸಕರು ಹಾಗೂ ಗಣ್ಯರು ಉಪಸ್ಥಿತರಿದ್ದರು. [22, 1318, 247, 1363]
row-divider [22, 1143, 922, 1145]
market-table [22, 868, 200, 1089]
brief-title: ▌ ಪಲ್ಲಕ್ಕಿ ಸೇವೆ ಇಂದು [24, 294, 198, 308]
photo-caption: ಗದಗ: ತಾಲೂಕಿನ ಕಳಸಾಪುರ ಗ್ರಾಮದ ಬಸವ ಕೇಂದ್ರದಲ್ಲಿ 1,607ನೇ ವಾರದ ಶಿವಾನುಭವ ಕಾರ್ಯಕ್ರಮ ನಡೆಯಿತು. ಬಸವ ಕೇಂದ್ರದ ಕಾರ್ಯಕ್ರಮ ಮಲ್ಲಿಕಾರ್ಜುನ ಖಂಡಮ್ಮನವರ ಮಾತನಾಡಿ, ವೃತ್ತಿ ಸಂಗಮೇಶ ಪ್ರಸಾದ ಗೋಪನಾಳ, ಬಸವಣ್ಣೆಪ್ಪ ಚನ್ನಯ್ಯ, ಮಂಜುನಾಥ ರಾಮನಗೌಡ, ಶಿಲ್ಪಾ ಖಂಡಮ್ಮನವರ, ಜಯಶ್ರೀ ಖಂಡಮ್ಮನವರ, ಸವಿತಾ ಖಂಡಮ್ಮನವರ, ಸಂಗಮೇಶ ಖಂಡಮ್ಮನವರ, ವಿಜಯಲಕ್ಷ್ಮೀ ಒಲೇಕಾರ, ವಿಜಯಲಕ್ಷ್ಮೀ ಸಿರಿವರ ಇದ್ದರು. [207, 206, 425, 255]
lead-story [207, 320, 675, 754]
column-divider [483, 1148, 484, 1440]
lead-headline: ಶಾಲಾಭಿವೃದ್ಧಿಗೆ ಉತ್ತಮ ಯೋಜನೆ ರೂಪಿಸಿ [257, 350, 625, 381]
inset-title: ಬಿತ್ತನೆ ವೇಳೆ ಬೀಜ ಗೊಬ್ಬರದ ಅಭಾವ ಸಲ್ಲ [414, 509, 564, 522]
weather-icon [426, 30, 474, 74]
photo-person [352, 893, 378, 983]
group-photo [487, 1174, 697, 1270]
min-temp-label: ಕನಿಷ್ಠ [531, 38, 543, 46]
story-headline: ಬೆಳೆವಿಮೆ ಪರಿಹಾರ ನೀಡಲು ಆಗ್ರಹ [484, 762, 678, 780]
kirusuddi-column [22, 92, 200, 838]
max-temp-label: ಗರಿಷ್ಠ [487, 38, 501, 46]
top-story-3 [702, 92, 922, 314]
brief-text: •ಗದಗ: ಬೆಟಗೇರಿಯ ಹಳೇಪೇಟೆಯ ದೇವಸ್ಥಾನದಲ್ಲಿ ಏ.17 ರಂದು ಸಂಜೆ ಪಲ್ಲಕ್ಕಿ ಸೇವೆ ಹಾಗೂ ಮಹಾ ಮಂಗಳಾರತಿ ಕಾರ್ಯಕ್ರಮ ನಡೆಯಲಿದೆ. ಭಕ್ತರು ಹೆಚ್ಚಿನ ಸಂಖ್ಯೆಯಲ್ಲಿ ಆಗಮಿಸಿ ಪ್ರಸಾದ ಸ್ವೀಕರಿಸಬೇಕೆಂದು ಸಮಿತಿಯ ಪದಾಧಿಕಾರಿಗಳು ಕೋರಿದ್ದಾರೆ. [24, 310, 198, 347]
story-headline: ಪೌರಕಾರ್ಮಿಕರಿಗೆ ಸನ್ಮಾನ: ಪ್ರಶಸ್ತಿ [255, 1148, 479, 1170]
logo-emblem-icon: ✋ [722, 36, 746, 60]
market-commodity: • ಹೂಲಿ [22, 1011, 122, 1024]
column-divider [679, 320, 680, 754]
brief-item [24, 294, 198, 347]
photo-figure [270, 123, 302, 199]
market-commodity: • ಹೆಸರು [22, 959, 122, 972]
felicitation-photo [255, 1348, 479, 1438]
photo-person [432, 899, 458, 983]
column-divider [699, 92, 700, 314]
mid-story-1 [207, 762, 477, 1140]
photo-banner [706, 1031, 902, 1051]
quote-attribution: ■ ಚಂದ್ರಶೇಖರ ನರಸಮ್ಮನವರ, ಕೃಷಿ ಅಧಿಕಾರಿ, ಲಕ್ಷ್ಮೇಶ್ವರ [801, 676, 909, 693]
